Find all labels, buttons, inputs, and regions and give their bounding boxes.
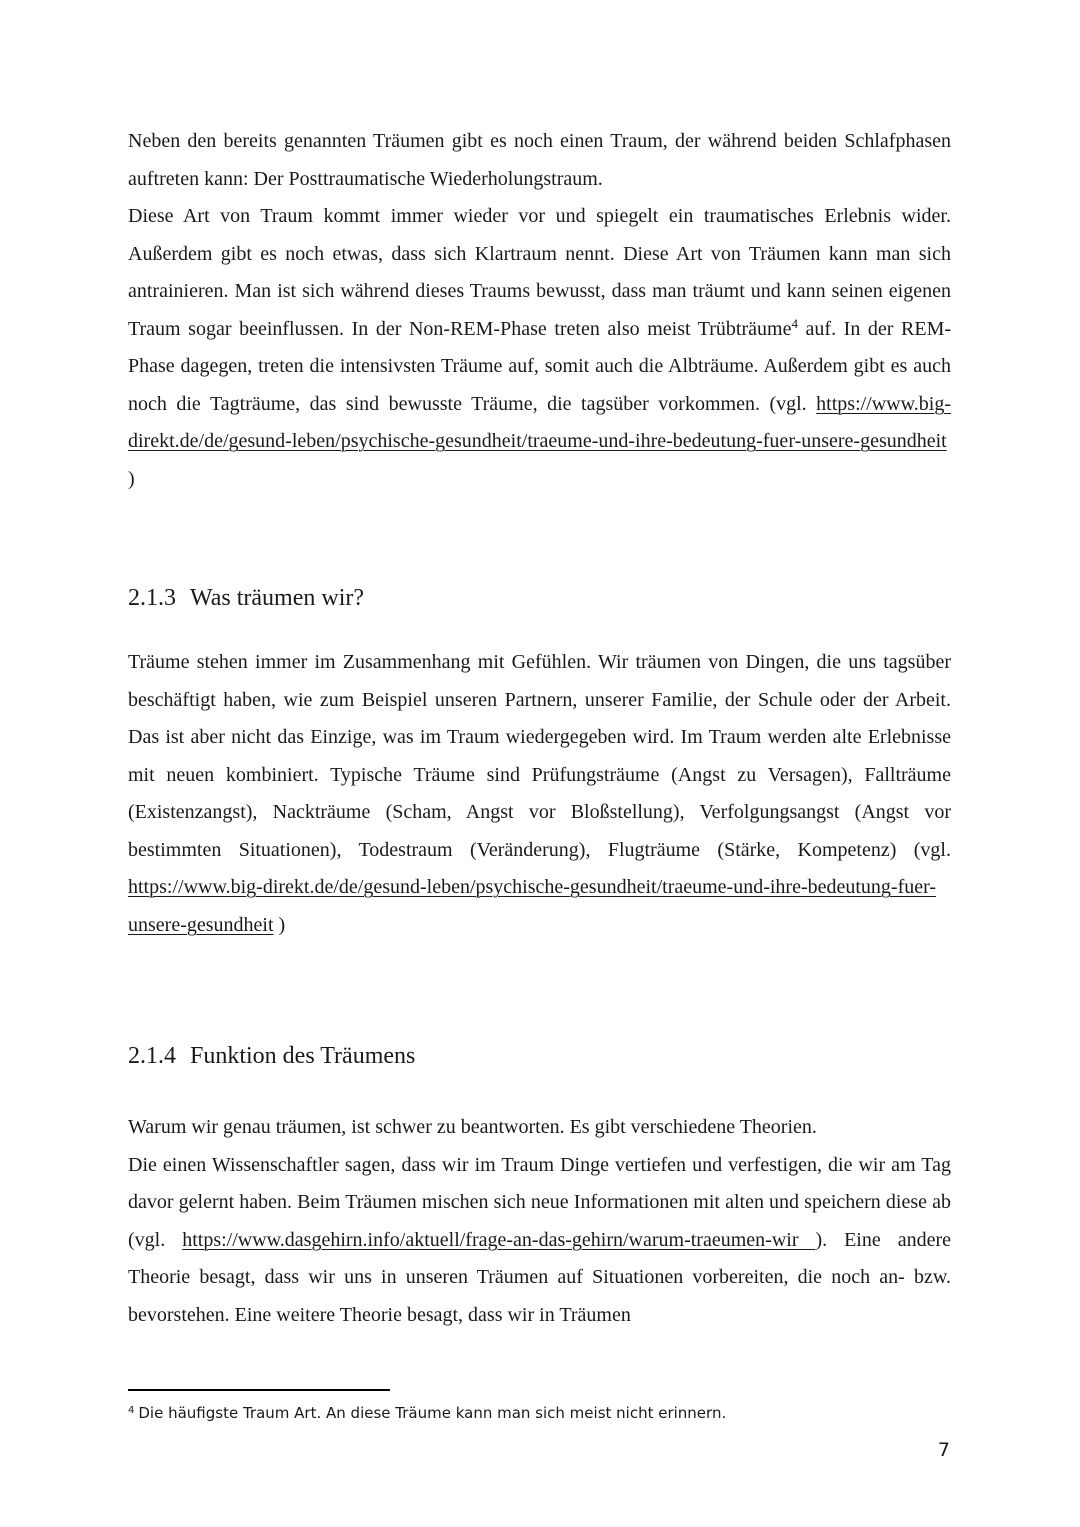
footnote: [128, 1403, 726, 1423]
footnote-separator: [128, 1389, 390, 1391]
paragraph-text: ): [273, 913, 286, 936]
paragraph-text: ). Eine andere Theorie besagt, dass wir uns in unseren Träumen auf Situationen vorbereiten, die noch an- bzw. bevorstehen. Eine weitere Theorie besagt, dass wir in Träumen: [128, 1228, 951, 1326]
paragraph-text: Diese Art von Traum kommt immer wieder vor und spiegelt ein traumatisches Erlebnis wider. Außerdem gibt es noch etwas, dass sich Klartraum nennt. Diese Art von Träumen kann man sich antrainieren. Man ist sich während dieses Traums bewusst, dass man träumt und kann seinen eigenen Traum sogar beeinflussen. In der Non-REM-Phase treten also meist Trübträume: [128, 205, 951, 340]
section-title: Was träumen wir?: [190, 585, 364, 611]
page-number: 7: [937, 1439, 950, 1461]
source-link[interactable]: https://www.dasgehirn.info/aktuell/frage-an-das-gehirn/warum-traeumen-wir: [182, 1228, 816, 1251]
paragraph-posttraumatic: Neben den bereits genannten Träumen gibt es noch einen Traum, der während beiden Schlafphasen auftreten kann: Der Posttraumatische Wiederholungstraum.: [128, 130, 951, 190]
section-heading: [128, 1041, 415, 1071]
paragraph-dream-content: [128, 644, 951, 944]
section-number: 2.1.4: [128, 1043, 176, 1069]
source-link[interactable]: https://www.big-direkt.de/de/gesund-leben/psychische-gesundheit/traeume-und-ihre-bedeutung-fuer-unsere-gesundheit: [128, 392, 951, 452]
intro-section: [128, 123, 951, 498]
paragraph-theories: [128, 1147, 951, 1335]
footnote-marker: 4: [128, 1405, 135, 1416]
paragraph-text: auf. In der REM-Phase dagegen, treten die intensivsten Träume auf, somit auch die Albträume. Außerdem gibt es auch noch die Tagträume, das sind bewusste Träume, die tagsüber vorkommen. (vgl.: [128, 317, 952, 415]
section-title: Funktion des Träumens: [190, 1043, 416, 1069]
section-heading: [128, 583, 364, 613]
section-function-of-dreaming: [128, 1109, 951, 1334]
footnote-reference[interactable]: 4: [791, 315, 798, 331]
paragraph-dream-types: [128, 198, 951, 498]
paragraph-text: ): [128, 467, 135, 490]
footnote-text: Die häufigste Traum Art. An diese Träume kann man sich meist nicht erinnern.: [138, 1404, 727, 1422]
section-number: 2.1.3: [128, 585, 176, 611]
paragraph-theories-intro: Warum wir genau träumen, ist schwer zu beantworten. Es gibt verschiedene Theorien.: [128, 1116, 817, 1138]
paragraph-text: Träume stehen immer im Zusammenhang mit Gefühlen. Wir träumen von Dingen, die uns tagsüber beschäftigt haben, wie zum Beispiel unseren Partnern, unserer Familie, der Schule oder der Arbeit. Das ist aber nicht das Einzige, was im Traum wiedergegeben wird. Im Traum werden alte Erlebnisse mit neuen kombiniert. Typische Träume sind Prüfungsträume (Angst zu Versagen), Fallträume (Existenzangst), Nackträume (Scham, Angst vor Bloßstellung), Verfolgungsangst (Angst vor bestimmten Situationen), Todestraum (Veränderung), Flugträume (Stärke, Kompetenz) (vgl.: [128, 651, 951, 861]
section-what-we-dream: [128, 644, 951, 944]
source-link[interactable]: https://www.big-direkt.de/de/gesund-leben/psychische-gesundheit/traeume-und-ihre-bedeutung-fuer-unsere-gesundheit: [128, 876, 937, 936]
paragraph-text: Die einen Wissenschaftler sagen, dass wir im Traum Dinge vertiefen und verfestigen, die wir am Tag davor gelernt haben. Beim Träumen mischen sich neue Informationen mit alten und speichern diese ab (vgl.: [128, 1153, 951, 1251]
